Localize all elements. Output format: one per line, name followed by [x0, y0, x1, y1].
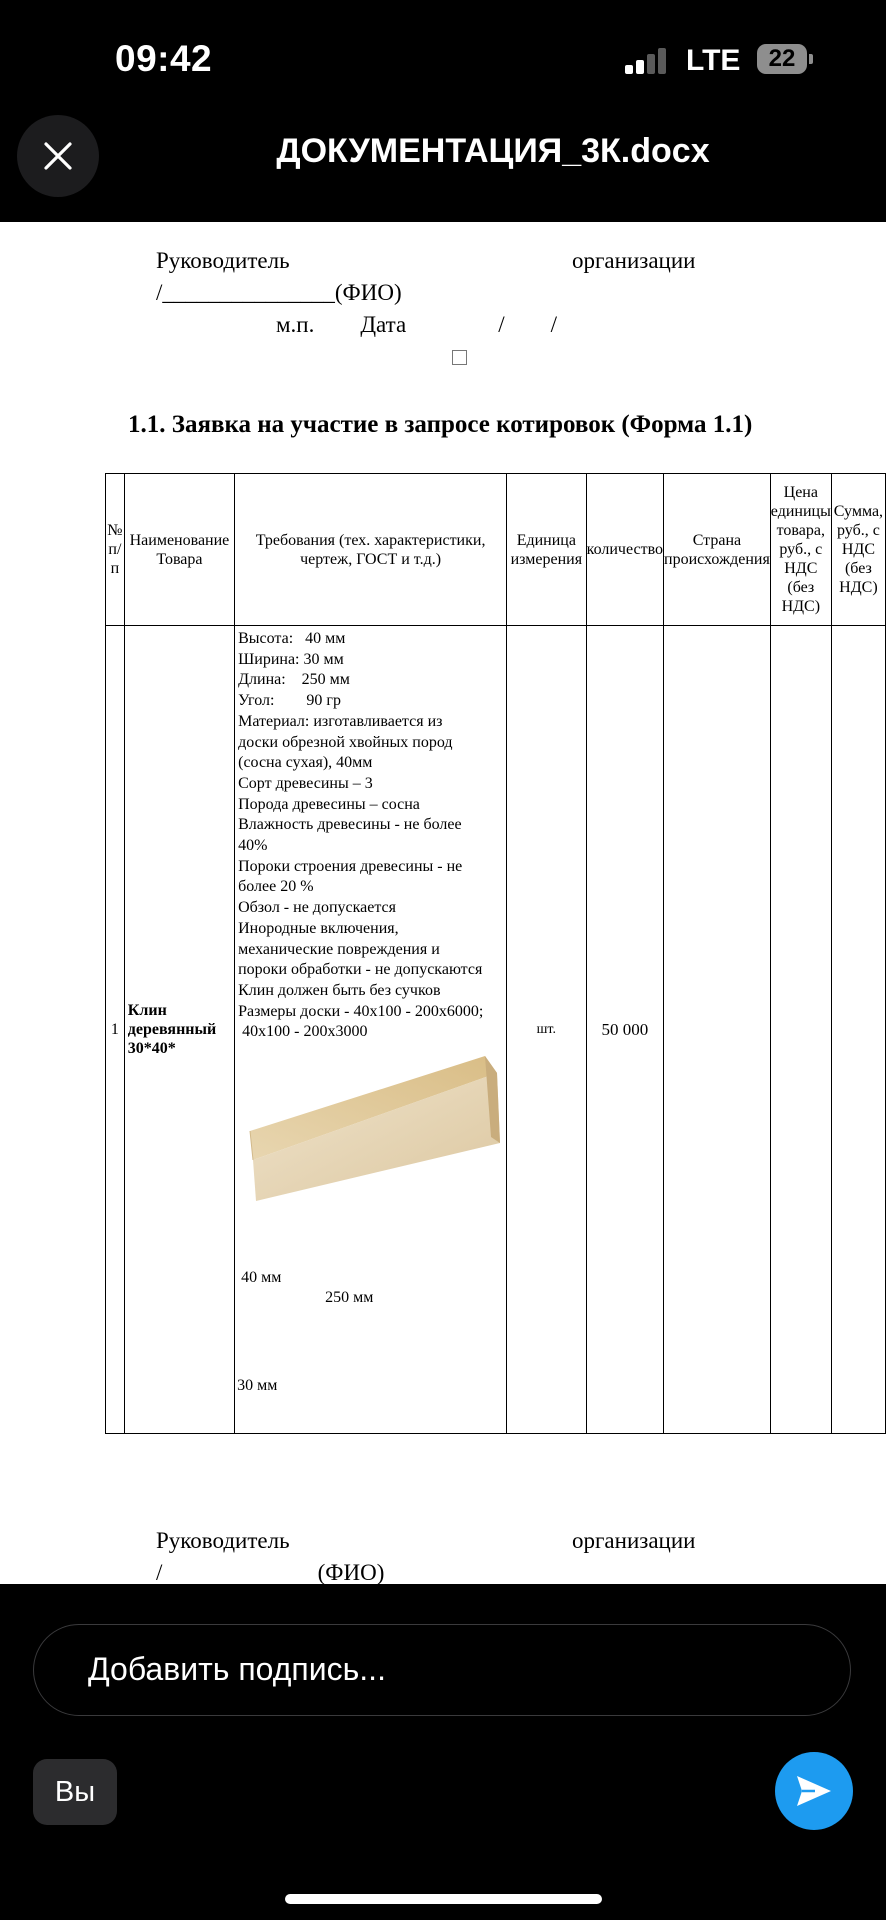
quotation-table	[105, 473, 886, 1434]
table-header-row	[106, 474, 886, 626]
requirement-line: пороки обработки - не допускаются	[238, 961, 483, 979]
requirement-line: Сорт древесины – 3	[238, 774, 373, 792]
requirement-line: Угол: 90 гр	[238, 692, 341, 710]
header-sum: Сумма, руб., с НДС (без НДС)	[831, 474, 885, 626]
requirement-line: Материал: изготавливается из	[238, 712, 443, 730]
row-product-name: Клин деревянный 30*40*	[124, 626, 234, 1434]
requirement-line: Влажность древесины - не более	[238, 816, 462, 834]
header-country: Страна происхождения	[664, 474, 771, 626]
row-unit-price	[770, 626, 831, 1434]
signature-stamp-date-line: м.п. Дата / /	[276, 312, 557, 337]
recipient-chip[interactable]: Вы	[33, 1759, 117, 1825]
dimension-width-label: 30 мм	[237, 1377, 278, 1394]
requirement-line: Длина: 250 мм	[238, 671, 350, 689]
network-type: LTE	[686, 44, 741, 77]
header-product-name: Наименование Товара	[124, 474, 234, 626]
row-country	[664, 626, 771, 1434]
row-unit: шт.	[507, 626, 587, 1434]
requirement-line: Порода древесины – сосна	[238, 795, 420, 813]
requirement-line: Клин должен быть без сучков	[238, 981, 441, 999]
checkbox-icon	[452, 350, 467, 365]
status-bar	[0, 0, 886, 110]
header-quantity: количество	[586, 474, 663, 626]
send-icon	[795, 1773, 833, 1809]
signature-bottom-head-label: Руководитель	[156, 1528, 290, 1553]
row-sum	[831, 626, 885, 1434]
requirement-line: Пороки строения древесины - не	[238, 857, 463, 875]
requirement-line: Обзол - не допускается	[238, 899, 396, 917]
header-unit: Единица измерения	[507, 474, 587, 626]
requirement-line: доски обрезной хвойных пород	[238, 733, 453, 751]
battery-icon	[757, 44, 807, 74]
signature-bottom-fio-line: / (ФИО)	[156, 1560, 385, 1584]
requirement-line: (сосна сухая), 40мм	[238, 754, 373, 772]
document-title: ДОКУМЕНТАЦИЯ_3К.docx	[276, 132, 710, 170]
requirement-line: механические повреждения и	[238, 940, 440, 958]
row-number: 1	[106, 626, 125, 1434]
dimension-height-label: 40 мм	[241, 1269, 282, 1286]
header-requirements: Требования (тех. характеристики, чертеж, ГОСТ и т.д.)	[235, 474, 507, 626]
row-quantity: 50 000	[586, 626, 663, 1434]
requirement-line: Ширина: 30 мм	[238, 650, 344, 668]
close-button[interactable]	[17, 115, 99, 197]
requirements-text	[235, 626, 506, 1043]
caption-input[interactable]	[33, 1624, 851, 1716]
requirement-line: Высота: 40 мм	[238, 630, 346, 647]
document-page[interactable]	[0, 222, 886, 1584]
requirement-line: более 20 %	[238, 878, 314, 896]
header-unit-price: Цена единицы товара, руб., с НДС (без НДС)	[770, 474, 831, 626]
header-number: № п/п	[106, 474, 125, 626]
form-title: 1.1. Заявка на участие в запросе котировок (Форма 1.1)	[128, 411, 753, 438]
caption-placeholder: Добавить подпись...	[88, 1651, 386, 1687]
dimension-length-label: 250 мм	[325, 1289, 374, 1306]
requirement-line: Инородные включения,	[238, 919, 399, 937]
requirement-line: Размеры доски - 40х100 - 200х6000;	[238, 1002, 484, 1020]
signal-icon	[625, 48, 669, 74]
requirement-line: 40%	[238, 837, 268, 855]
battery-level: 22	[768, 45, 796, 72]
status-time: 09:42	[115, 38, 213, 79]
signature-org-label: организации	[572, 248, 696, 273]
close-icon	[43, 141, 73, 171]
send-button[interactable]	[775, 1752, 853, 1830]
table-row	[106, 626, 886, 1434]
row-requirements	[235, 626, 507, 1434]
wood-wedge-image	[247, 1051, 507, 1211]
signature-head-label: Руководитель	[156, 248, 290, 273]
signature-bottom-org-label: организации	[572, 1528, 696, 1553]
requirement-line: 40х100 - 200х3000	[238, 1023, 368, 1041]
home-indicator[interactable]	[285, 1894, 602, 1904]
battery-tip	[809, 54, 813, 64]
signature-fio-line: /_______________(ФИО)	[156, 280, 402, 305]
